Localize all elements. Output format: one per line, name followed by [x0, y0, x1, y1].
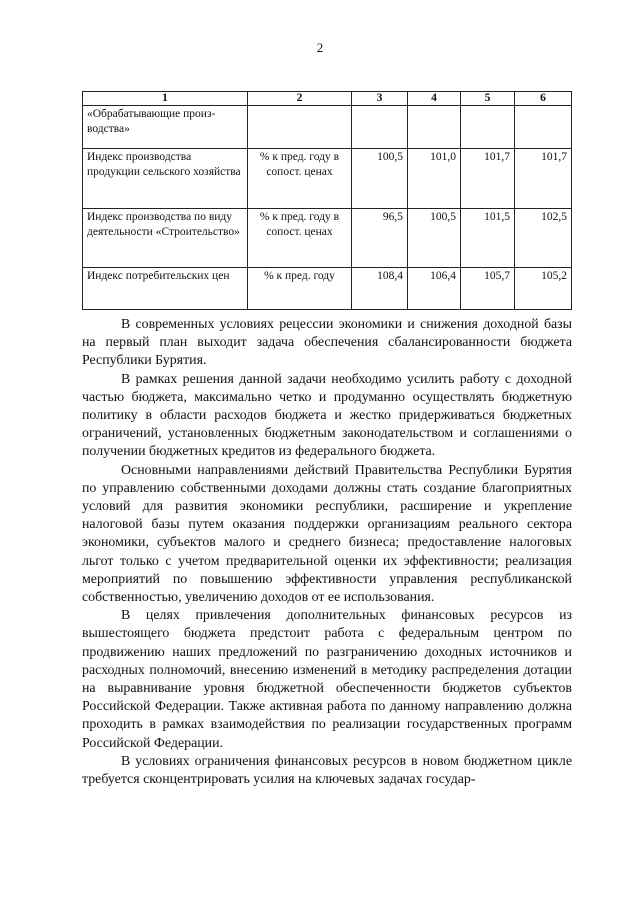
page-number: 2 — [316, 40, 324, 55]
value-cell: 101,7 — [515, 149, 572, 209]
indicator-name-cell: «Обрабатывающие произ-водства» — [83, 106, 248, 149]
value-cell — [515, 106, 572, 149]
unit-cell: % к пред. году в сопост. ценах — [248, 209, 352, 268]
indicator-name-cell: Индекс производства по виду деятельности «Строительство» — [83, 209, 248, 268]
value-cell: 105,2 — [515, 268, 572, 310]
table-row — [83, 209, 572, 268]
table-header-cell: 2 — [248, 92, 352, 106]
value-cell: 101,0 — [408, 149, 461, 209]
paragraph: В рамках решения данной задачи необходимо усилить работу с доходной частью бюджета, максимально четко и продуманно осуществлять бюджетную политику в области расходов бюджета и жестко придерживаться бюджетных ограничений, установленных бюджетным законодательством и соглашениями о получении бюджетных кредитов из федерального бюджета. — [82, 371, 572, 460]
indicator-name-cell: Индекс производства продукции сельского хозяйства — [83, 149, 248, 209]
table-header-cell: 4 — [408, 92, 461, 106]
paragraph: В современных условиях рецессии экономики и снижения доходной базы на первый план выходит задача обеспечения сбалансированности бюджета Республики Бурятия. — [82, 317, 572, 369]
value-cell: 108,4 — [352, 268, 408, 310]
value-cell: 105,7 — [461, 268, 515, 310]
value-cell: 106,4 — [408, 268, 461, 310]
table-header-cell: 3 — [352, 92, 408, 106]
table-header-cell: 6 — [515, 92, 572, 106]
table-row — [83, 149, 572, 209]
table-row — [83, 106, 572, 149]
value-cell: 100,5 — [408, 209, 461, 268]
value-cell — [461, 106, 515, 149]
unit-cell — [248, 106, 352, 149]
value-cell: 101,5 — [461, 209, 515, 268]
table-header-cell: 1 — [83, 92, 248, 106]
value-cell — [408, 106, 461, 149]
table-header-row — [83, 92, 572, 106]
value-cell: 102,5 — [515, 209, 572, 268]
table-row — [83, 268, 572, 310]
indicators-table — [82, 91, 572, 310]
value-cell: 101,7 — [461, 149, 515, 209]
indicator-name-cell: Индекс потребительских цен — [83, 268, 248, 310]
unit-cell: % к пред. году — [248, 268, 352, 310]
body-text — [82, 316, 572, 789]
unit-cell: % к пред. году в сопост. ценах — [248, 149, 352, 209]
table-header-cell: 5 — [461, 92, 515, 106]
paragraph: В условиях ограничения финансовых ресурсов в новом бюджетном цикле требуется сконцентрировать усилия на ключевых задачах государ- — [82, 753, 572, 788]
paragraph: Основными направлениями действий Правительства Республики Бурятия по управлению собственными доходами должны стать создание благоприятных условий для развития экономики республики, расширение и укрепление налоговой базы путем оказания поддержки организациям реального сектора экономики, субъектов малого и среднего бизнеса; предоставление налоговых льгот только с учетом предварительной оценки их эффективности; реализация мероприятий по повышению эффективности управления республиканской собственностью, увеличению доходов от ее использования. — [82, 462, 572, 606]
value-cell: 96,5 — [352, 209, 408, 268]
value-cell — [352, 106, 408, 149]
value-cell: 100,5 — [352, 149, 408, 209]
paragraph: В целях привлечения дополнительных финансовых ресурсов из вышестоящего бюджета предстоит работа с федеральным центром по продвижению наших предложений по разграничению доходных источников и расходных полномочий, внесению изменений в методику распределения дотации на выравнивание уровня бюджетной обеспеченности бюджетов субъектов Российской Федерации. Также активная работа по данному направлению должна проходить в рамках взаимодействия по реализации государственных программ Российской Федерации. — [82, 608, 572, 751]
